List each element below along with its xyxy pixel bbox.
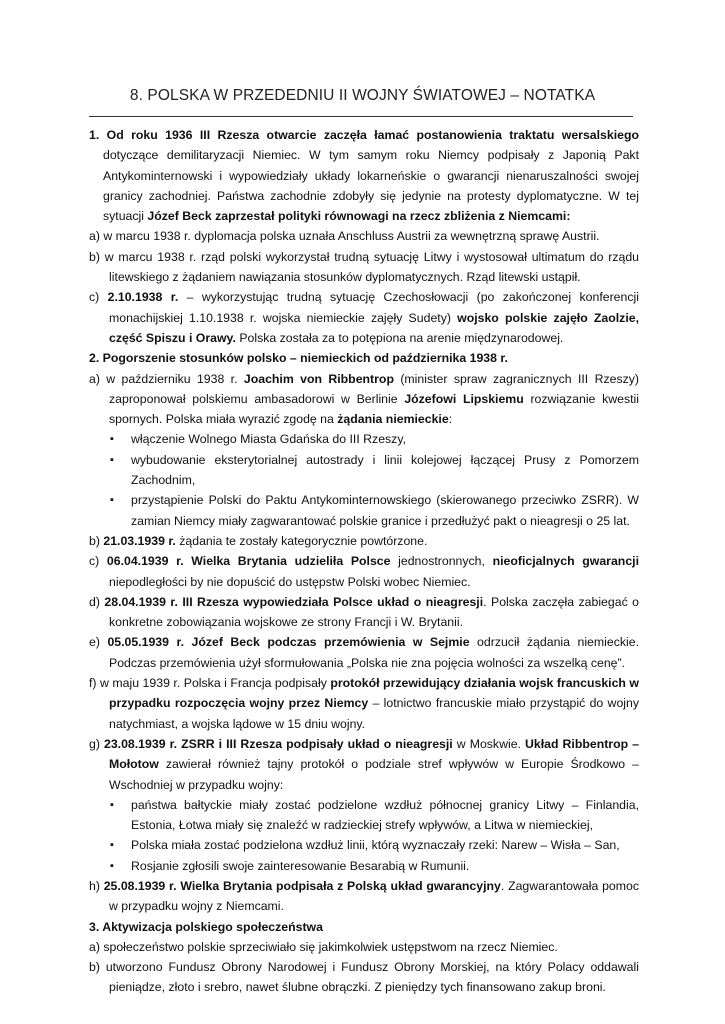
- s2g-prefix: g): [89, 736, 104, 751]
- s2f-bold: protokół przewidujący działania wojsk francuskich w przypadku rozpoczęcia wojny przez Niemcy: [109, 676, 639, 711]
- section-1-item-c: [89, 287, 639, 348]
- list-item: ▪ Rosjanie zgłosili swoje zainteresowanie Besarabią w Rumunii.: [89, 856, 639, 876]
- item-c-date: 2.10.1938 r.: [107, 290, 179, 305]
- section-2-item-g: [89, 734, 639, 795]
- s2a-bold-lipski: Józefowi Lipskiemu: [404, 391, 524, 406]
- document-body: [89, 125, 639, 998]
- s2h-bold: 25.08.1939 r. Wielka Brytania podpisała z Polską układ gwarancyjny: [103, 878, 501, 893]
- s2g-bold: 23.08.1939 r. ZSRR i III Rzesza podpisały układ o nieagresji: [103, 736, 453, 751]
- s2f-text: – lotnictwo francuskie miało przystąpić do wojny natychmiast, a wojska lądowe w 15 dniu wojny.: [109, 696, 639, 731]
- s2g-bold2: Układ Ribbentrop – Mołotow: [109, 736, 639, 772]
- section-2-item-e: [89, 632, 639, 673]
- secret-protocol-list: [89, 795, 639, 876]
- section-1-text: dotyczące demilitaryzacji Niemiec. W tym samym roku Niemcy podpisały z Japonią Pakt Antykominternowski i wypowiedziały układy lokarneńskie o gwarancji nienaruszalności swojej granicy zachodniej. Państwa zachodnie zdobyły się jedynie na protesty dyplomatyczne. W tej sytuacji: [103, 148, 639, 224]
- section-2-item-a: [89, 369, 639, 430]
- s2d-bold: 28.04.1939 r. III Rzesza wypowiedziała Polsce układ o nieagresji: [104, 594, 484, 609]
- s2a-text2: rozwiązanie kwestii spornych. Polska miała wyrazić zgodę na: [109, 391, 639, 427]
- german-demands-list: [89, 429, 639, 530]
- s2c-bold2: nieoficjalnych gwarancji: [492, 554, 639, 569]
- s2h-prefix: h): [89, 878, 104, 893]
- section-2-item-b: [89, 531, 639, 551]
- s2e-text: odrzucił żądania niemieckie. Podczas przemówienia użył sformułowania „Polska nie zna pojęcia wolności za wszelką cenę”.: [109, 635, 639, 670]
- item-c-prefix: c): [89, 290, 108, 305]
- section-1-number: 1.: [89, 128, 100, 142]
- s2c-prefix: c): [89, 554, 107, 569]
- section-1-intro: [89, 125, 639, 226]
- item-c-end: Polska została za to potępiona na arenie międzynarodowej.: [235, 330, 564, 345]
- section-3-heading: 3. Aktywizacja polskiego społeczeństwa: [89, 919, 323, 934]
- section-3-item-b: b) utworzono Fundusz Obrony Narodowej i Fundusz Obrony Morskiej, na który Polacy oddawali pieniądze, złoto i srebro, nawet ślubne obrączki. Z pieniędzy tych finansowano zakup broni.: [89, 960, 639, 995]
- section-1-item-a: a) w marcu 1938 r. dyplomacja polska uznała Anschluss Austrii za wewnętrzną sprawę Austrii.: [89, 229, 600, 244]
- section-2-item-c: [89, 551, 639, 592]
- list-item: ▪ wybudowanie eksterytorialnej autostrady i linii kolejowej łączącej Prusy z Pomorzem Zachodnim,: [89, 450, 639, 491]
- list-item: ▪ Polska miała zostać podzielona wzdłuż linii, którą wyznaczały rzeki: Narew – Wisła – San,: [89, 835, 639, 855]
- s2a-bold-demands: żądania niemieckie: [337, 412, 449, 427]
- section-2-item-f: [89, 673, 639, 734]
- s2f-prefix: f) w maju 1939 r. Polska i Francja podpisały: [89, 676, 331, 691]
- title-divider: [89, 116, 633, 117]
- item-c-bold: wojsko polskie zajęło Zaolzie, część Spiszu i Orawy.: [109, 310, 639, 345]
- s2c-bold: 06.04.1939 r. Wielka Brytania udzieliła Polsce: [106, 554, 391, 569]
- s2g-text: w Moskwie.: [452, 736, 525, 751]
- s2e-prefix: e): [89, 635, 108, 650]
- s2b-text: żądania te zostały kategorycznie powtórzone.: [175, 533, 428, 548]
- s2a-bold-ribbentrop: Joachim von Ribbentrop: [243, 371, 394, 386]
- s2c-text2: niepodległości by nie dopuścić do ustępstw Polski wobec Niemiec.: [109, 574, 471, 589]
- section-2-item-d: [89, 592, 639, 633]
- list-item: ▪ państwa bałtyckie miały zostać podzielone wzdłuż północnej granicy Litwy – Finlandia, Estonia, Łotwa miały się znaleźć w radzieckiej strefy wpływów, a Litwa w niemieckiej,: [89, 795, 639, 836]
- s2b-date: 21.03.1939 r.: [103, 533, 176, 548]
- list-item: ▪ przystąpienie Polski do Paktu Antykominternowskiego (skierowanego przeciwko ZSRR). W zamian Niemcy miały zagwarantować polskie granice i przedłużyć pakt o nieagresji o 25 lat.: [89, 490, 639, 531]
- item-c-text: – wykorzystując trudną sytuację Czechosłowacji (po zakończonej konferencji monachijskiej 1.10.1938 r. wojska niemieckie zajęły Sudety): [109, 290, 639, 325]
- section-1-item-b: b) w marcu 1938 r. rząd polski wykorzystał trudną sytuację Litwy i wystosował ultimatum do rządu litewskiego z żądaniem nawiązania stosunków dyplomatycznych. Rząd litewski ustąpił.: [89, 249, 639, 285]
- s2g-text2: zawierał również tajny protokół o podziale stref wpływów w Europie Środkowo – Wschodniej w przypadku wojny:: [109, 757, 639, 792]
- section-1-bold-end: Józef Beck zaprzestał polityki równowagi na rzecz zbliżenia z Niemcami:: [147, 209, 571, 224]
- s2b-prefix: b): [89, 533, 104, 548]
- s2a-prefix: a) w październiku 1938 r.: [89, 371, 244, 386]
- s2a-text3: :: [448, 412, 453, 427]
- s2a-text1: (minister spraw zagranicznych III Rzeszy) zaproponował polskiemu ambasadorowi w Berlinie: [109, 371, 639, 406]
- s2h-text: . Zagwarantowała pomoc w przypadku wojny z Niemcami.: [109, 878, 639, 914]
- section-3-item-a: a) społeczeństwo polskie sprzeciwiało się jakimkolwiek ustępstwom na rzecz Niemiec.: [89, 939, 558, 954]
- page-title: 8. POLSKA W PRZEDEDNIU II WOJNY ŚWIATOWEJ – NOTATKA: [129, 87, 596, 104]
- s2c-text: jednostronnych,: [390, 554, 493, 569]
- section-2-item-h: [89, 876, 639, 917]
- section-2-heading: 2. Pogorszenie stosunków polsko – niemieckich od października 1938 r.: [89, 351, 508, 366]
- s2e-bold: 05.05.1939 r. Józef Beck podczas przemówienia w Sejmie: [107, 635, 470, 650]
- s2d-prefix: d): [89, 594, 105, 609]
- list-item: ▪ włączenie Wolnego Miasta Gdańska do III Rzeszy,: [89, 429, 639, 449]
- s2d-text: . Polska zaczęła zabiegać o konkretne zobowiązania wojskowe ze strony Francji i W. Brytanii.: [109, 594, 640, 630]
- section-1-bold-intro: Od roku 1936 III Rzesza otwarcie zaczęła łamać postanowienia traktatu wersalskiego: [106, 128, 640, 142]
